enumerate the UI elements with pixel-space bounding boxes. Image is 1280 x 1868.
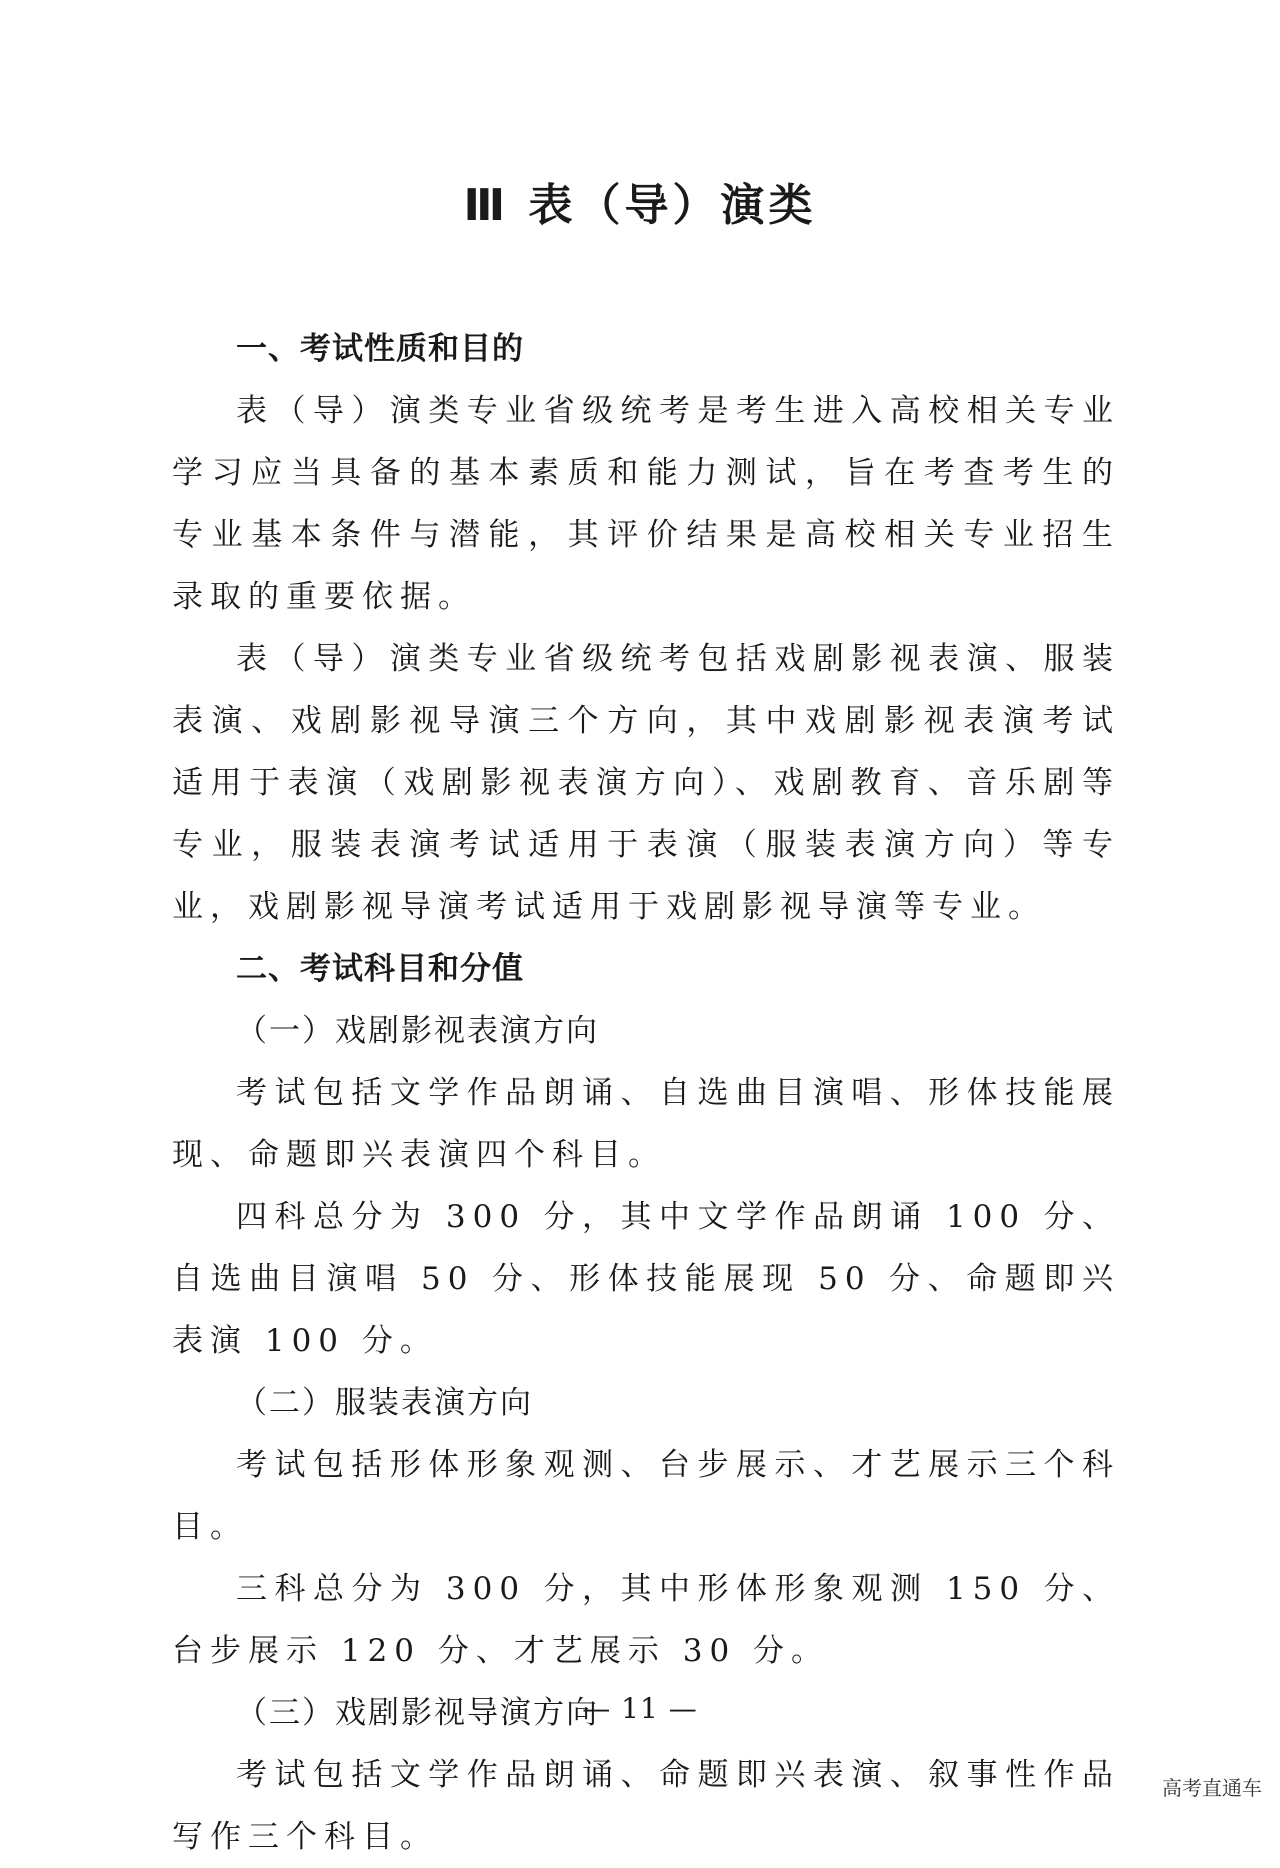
paragraph: 表（导）演类专业省级统考包括戏剧影视表演、服装表演、戏剧影视导演三个方向，其中戏剧影视表演考试适用于表演（戏剧影视表演方向）、戏剧教育、音乐剧等专业，服装表演考试适用于表演（服装表演方向）等专业，戏剧影视导演考试适用于戏剧影视导演等专业。	[172, 641, 1120, 925]
page-number: — 11 —	[582, 1692, 698, 1725]
document-body	[172, 318, 1120, 1868]
paragraph: 考试包括文学作品朗诵、自选曲目演唱、形体技能展现、命题即兴表演四个科目。	[172, 1075, 1120, 1173]
subsection-heading: （一）戏剧影视表演方向	[236, 1013, 599, 1049]
paragraph: 四科总分为 300 分，其中文学作品朗诵 100 分、自选曲目演唱 50 分、形体技能展现 50 分、命题即兴表演 100 分。	[172, 1199, 1120, 1359]
subsection-heading: （三）戏剧影视导演方向	[236, 1695, 599, 1731]
section-heading: 一、考试性质和目的	[236, 331, 524, 367]
paragraph: 表（导）演类专业省级统考是考生进入高校相关专业学习应当具备的基本素质和能力测试，旨在考查考生的专业基本条件与潜能，其评价结果是高校相关专业招生录取的重要依据。	[172, 393, 1120, 615]
paragraph: 三科总分为 300 分，其中形体形象观测 150 分、台步展示 120 分、才艺展示 30 分。	[172, 1571, 1120, 1669]
section-heading: 二、考试科目和分值	[236, 951, 524, 987]
subsection-heading: （二）服装表演方向	[236, 1385, 533, 1421]
watermark: 高考直通车	[1162, 1776, 1262, 1800]
paragraph: 考试包括形体形象观测、台步展示、才艺展示三个科目。	[172, 1447, 1120, 1545]
paragraph: 考试包括文学作品朗诵、命题即兴表演、叙事性作品写作三个科目。	[172, 1757, 1120, 1855]
page-title: Ⅲ 表（导）演类	[463, 180, 817, 231]
